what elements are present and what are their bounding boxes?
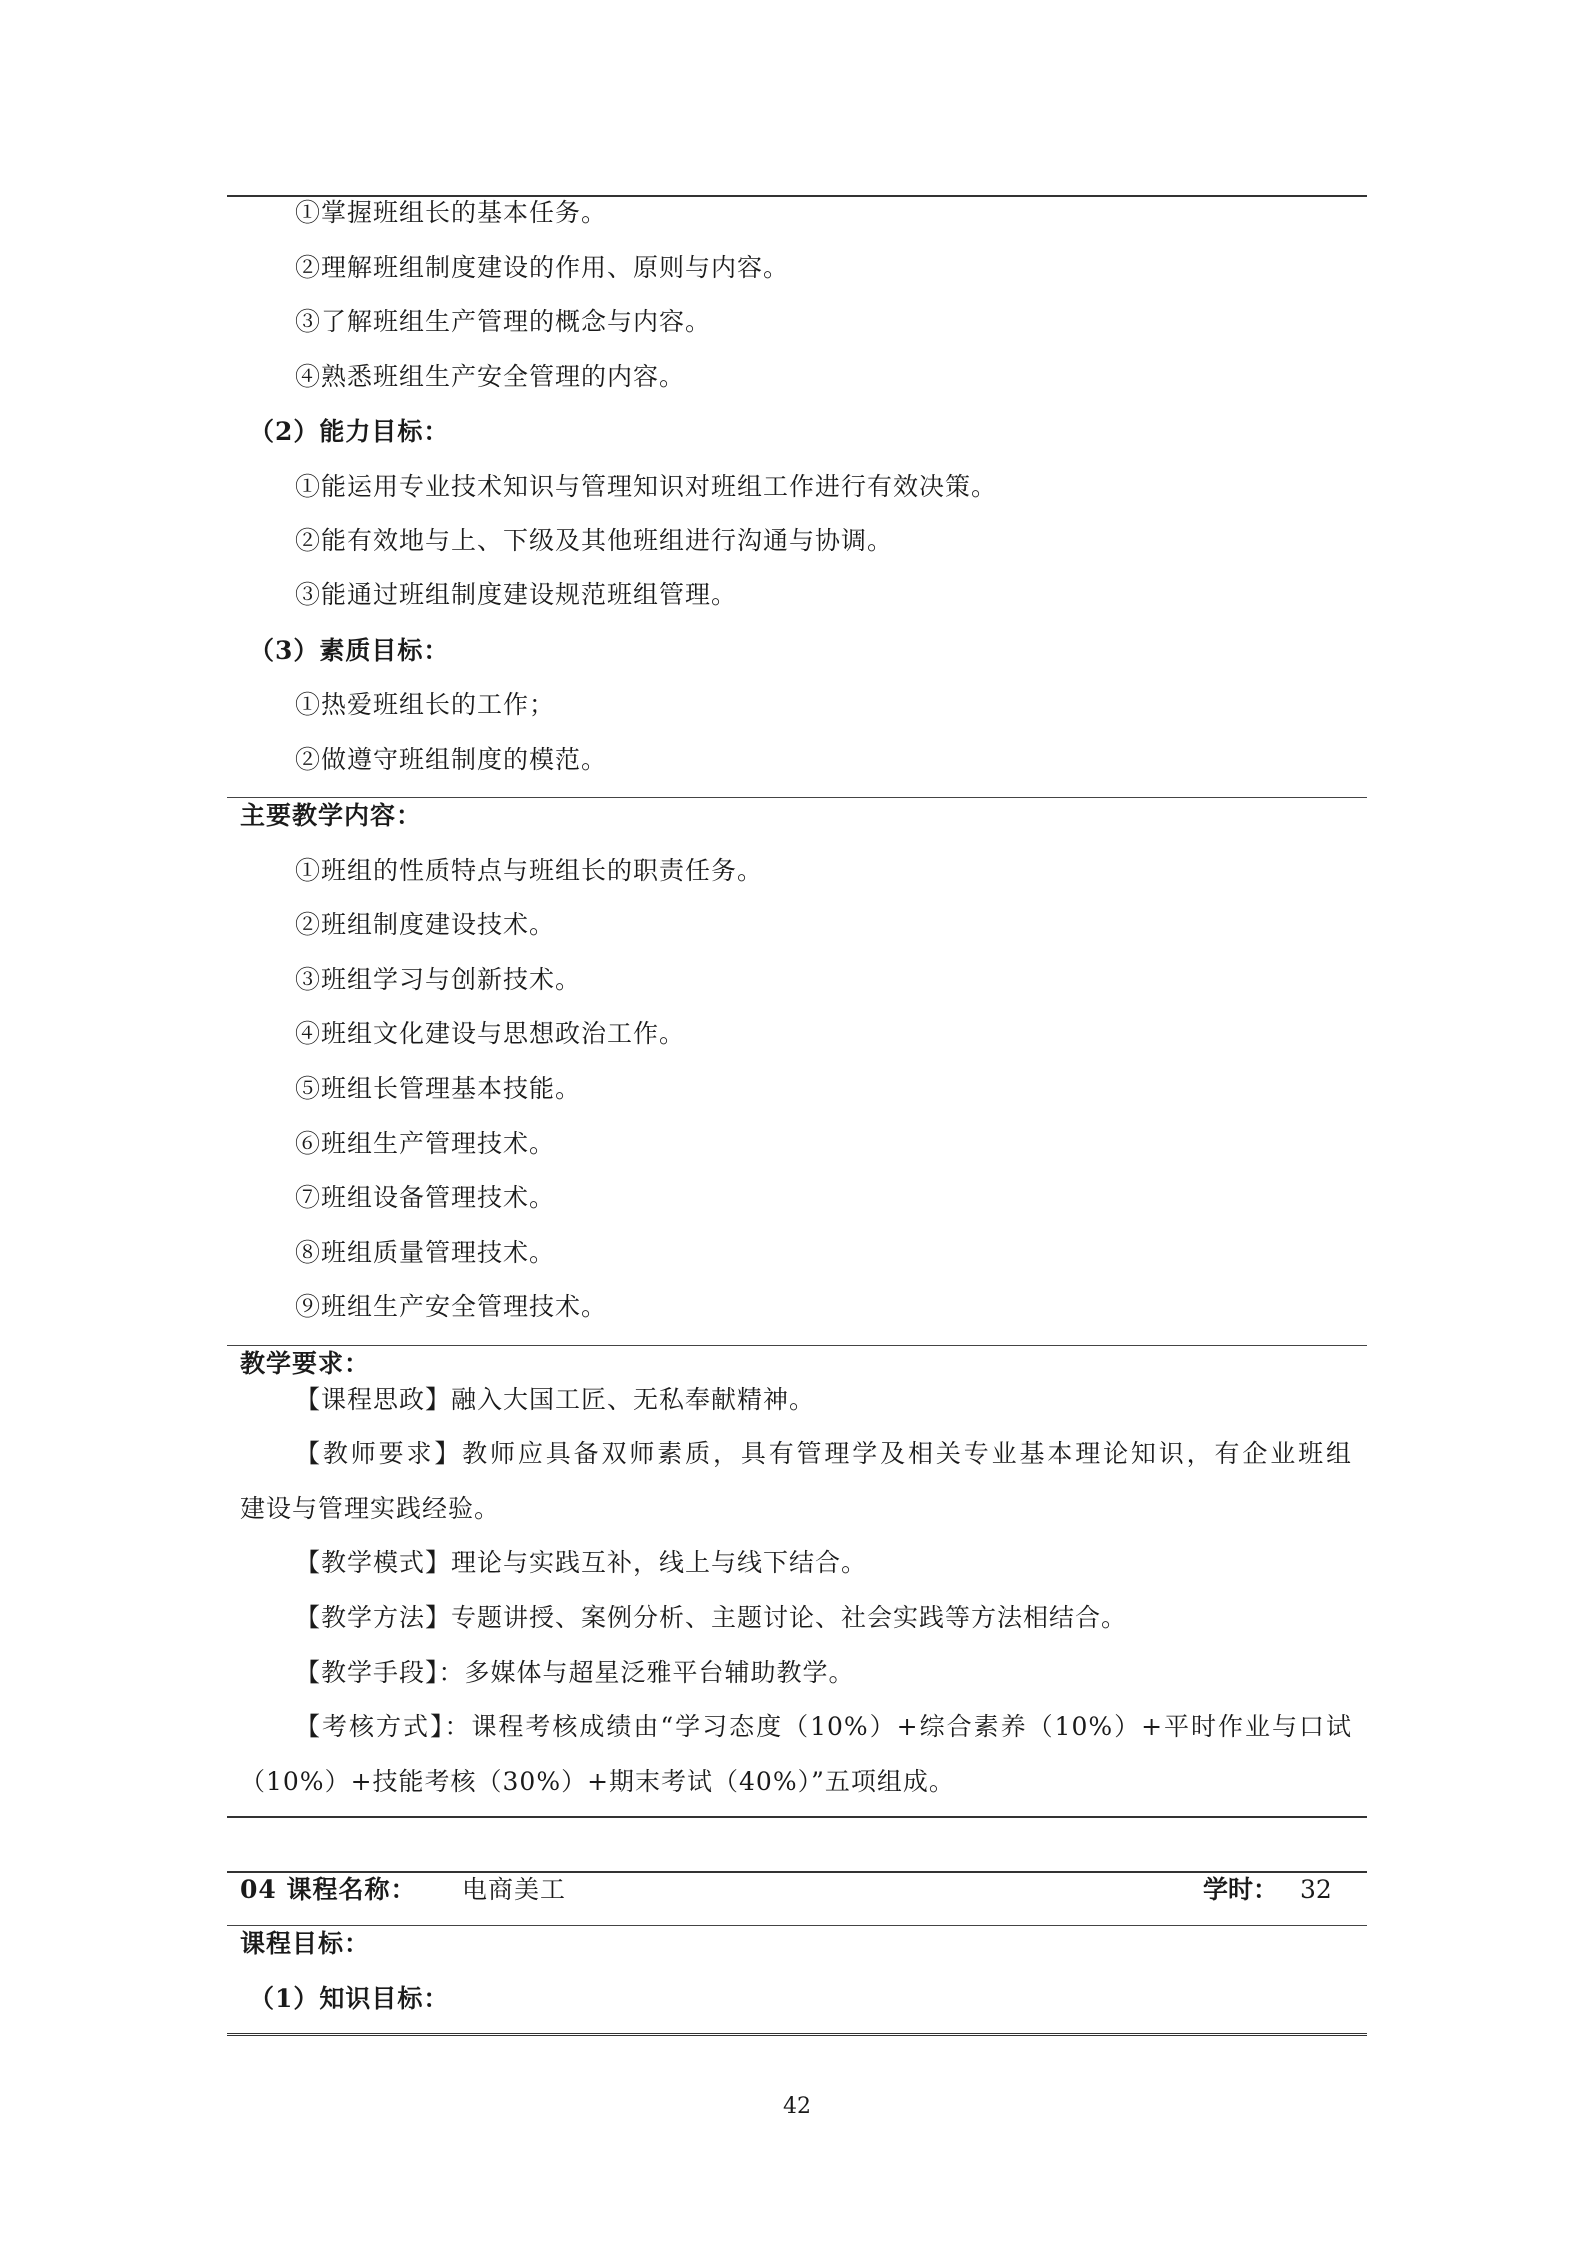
req-teacher-line1: 【教师要求】教师应具备双师素质，具有管理学及相关专业基本理论知识，有企业班组 [295,1439,1352,1468]
section-divider [227,1345,1367,1346]
knowledge-item-2: ②理解班组制度建设的作用、原则与内容。 [295,253,790,282]
page-number: 42 [783,2094,811,2119]
quality-item-2: ②做遵守班组制度的模范。 [295,745,608,774]
content-item-7: ⑦班组设备管理技术。 [295,1183,556,1212]
hours-value: 32 [1300,1875,1332,1904]
content-heading: 主要教学内容： [240,801,423,830]
req-assess-line1: 【考核方式】：课程考核成绩由“学习态度（10%）+综合素养（10%）+平时作业与口试 [295,1712,1352,1741]
content-item-3: ③班组学习与创新技术。 [295,965,582,994]
knowledge-item-1: ①掌握班组长的基本任务。 [295,198,608,227]
quality-heading: （3）素质目标： [249,636,450,665]
quality-item-1: ①热爱班组长的工作； [295,690,556,719]
req-means: 【教学手段】：多媒体与超星泛雅平台辅助教学。 [295,1658,855,1687]
content-item-6: ⑥班组生产管理技术。 [295,1129,556,1158]
content-item-9: ⑨班组生产安全管理技术。 [295,1292,608,1321]
table-top-rule [227,1871,1367,1873]
req-ideology: 【课程思政】融入大国工匠、无私奉献精神。 [295,1385,816,1414]
goal-heading: 课程目标： [240,1929,371,1958]
ability-item-3: ③能通过班组制度建设规范班组管理。 [295,580,738,609]
hours-label: 学时： [1203,1875,1279,1904]
req-method: 【教学方法】专题讲授、案例分析、主题讨论、社会实践等方法相结合。 [295,1603,1128,1632]
section-divider [227,1925,1367,1926]
table-bottom-rule [227,2033,1367,2040]
ability-heading: （2）能力目标： [249,417,450,446]
content-item-8: ⑧班组质量管理技术。 [295,1238,556,1267]
req-assess-line2: （10%）+技能考核（30%）+期末考试（40%）”五项组成。 [240,1767,955,1796]
content-item-5: ⑤班组长管理基本技能。 [295,1074,582,1103]
requirements-heading: 教学要求： [240,1349,371,1378]
page-content [227,0,1367,2245]
req-teacher-line2: 建设与管理实践经验。 [240,1494,501,1523]
knowledge-item-3: ③了解班组生产管理的概念与内容。 [295,307,712,336]
section-divider [227,797,1367,798]
knowledge-item-4: ④熟悉班组生产安全管理的内容。 [295,362,686,391]
knowledge-heading: （1）知识目标： [249,1984,450,2013]
req-mode: 【教学模式】理论与实践互补，线上与线下结合。 [295,1548,868,1577]
table-top-rule [227,195,1367,197]
course-name-label: 04 课程名称： [240,1875,417,1904]
course-name-value: 电商美工 [462,1875,567,1904]
ability-item-2: ②能有效地与上、下级及其他班组进行沟通与协调。 [295,526,894,555]
content-item-1: ①班组的性质特点与班组长的职责任务。 [295,856,764,885]
content-item-4: ④班组文化建设与思想政治工作。 [295,1019,686,1048]
table-bottom-rule [227,1816,1367,1818]
content-item-2: ②班组制度建设技术。 [295,910,556,939]
ability-item-1: ①能运用专业技术知识与管理知识对班组工作进行有效决策。 [295,472,998,501]
